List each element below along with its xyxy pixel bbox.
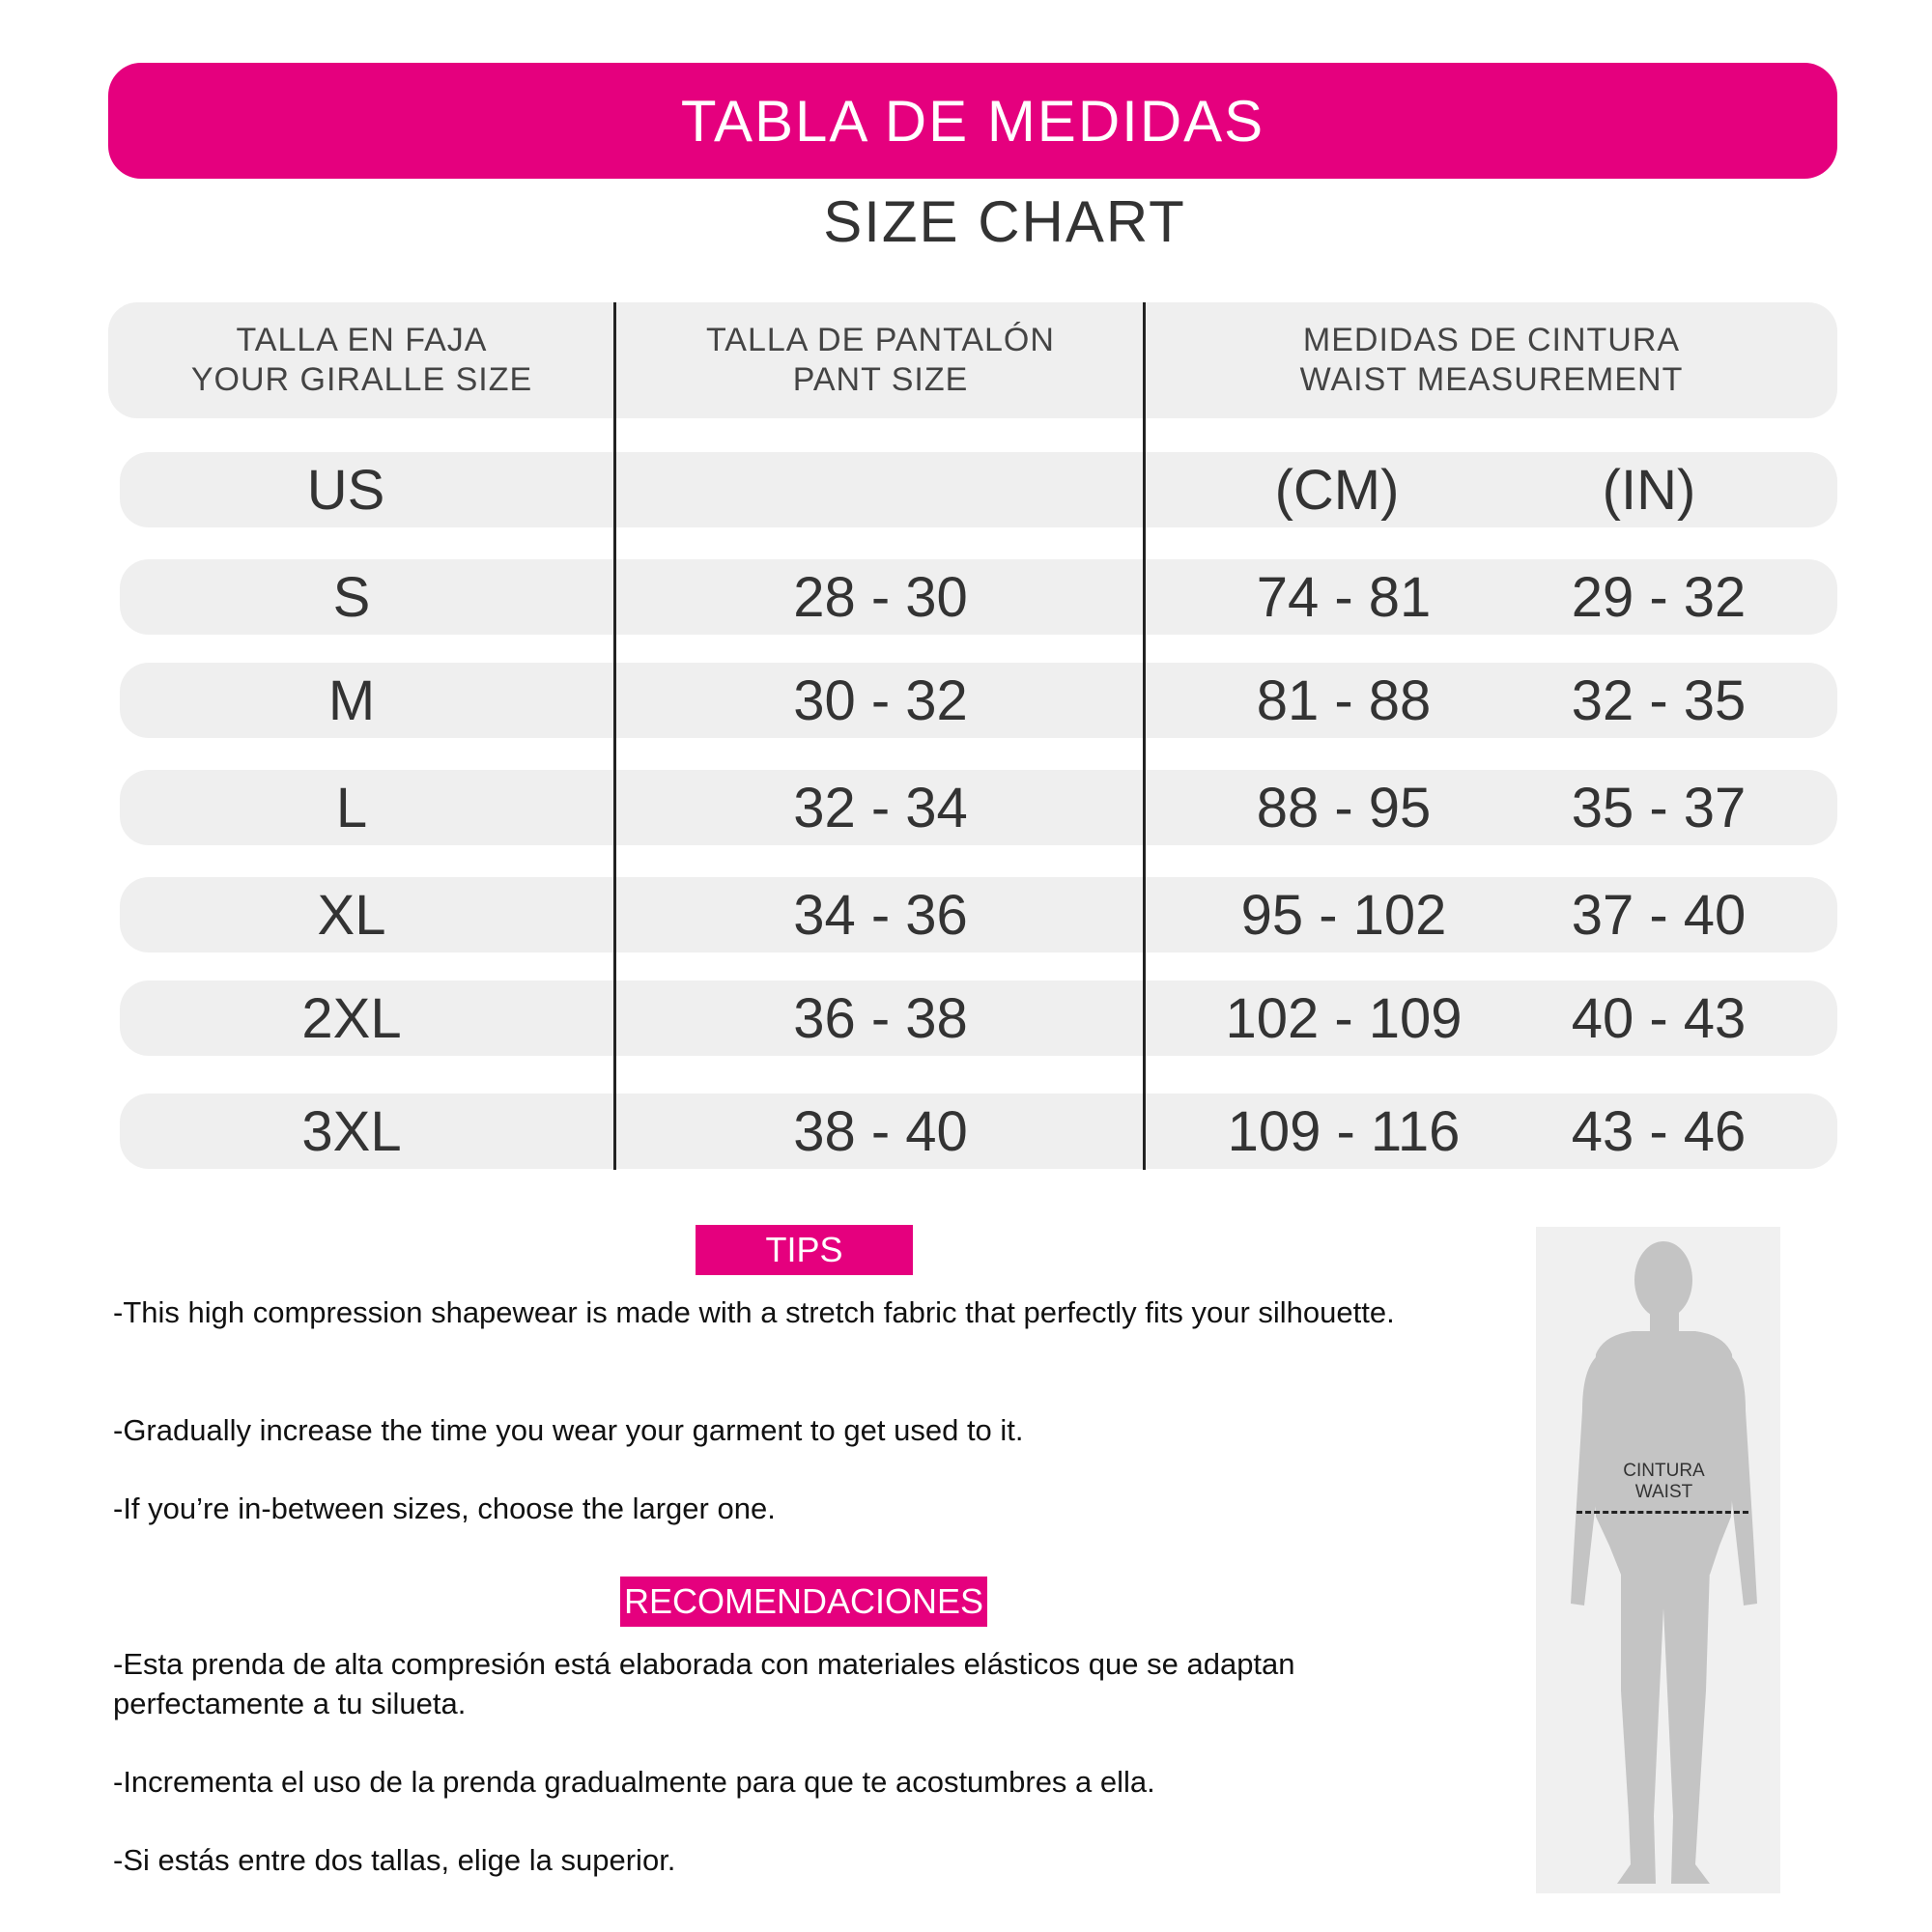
cell-size: S: [332, 565, 371, 629]
page-subtitle: SIZE CHART: [823, 189, 1186, 254]
title-banner: [108, 63, 1837, 179]
cell-size: L: [335, 776, 368, 839]
cell-in: 35 - 37: [1571, 776, 1747, 839]
cell-pant: 36 - 38: [793, 986, 968, 1050]
column-divider: [613, 302, 616, 1170]
cell-cm: 81 - 88: [1256, 668, 1432, 732]
cell-size: XL: [317, 883, 386, 947]
cell-size: 2XL: [301, 986, 402, 1050]
recomendacion-item: -Incrementa el uso de la prenda gradualmente para que te acostumbres a ella.: [113, 1765, 1155, 1799]
recomendaciones-label: RECOMENDACIONES: [620, 1577, 987, 1627]
column-header-line2: WAIST MEASUREMENT: [1299, 361, 1684, 398]
column-header-size: [108, 302, 615, 418]
cell-pant: 34 - 36: [793, 883, 968, 947]
cell-in: 40 - 43: [1571, 986, 1747, 1050]
cell-pant: 28 - 30: [793, 565, 968, 629]
cell-in: 43 - 46: [1571, 1099, 1747, 1163]
unit-pant: [615, 452, 1146, 527]
waist-label-en: WAIST: [1634, 1482, 1693, 1502]
waist-dashed-line: [1577, 1511, 1748, 1514]
recomendacion-item: -Si estás entre dos tallas, elige la superior.: [113, 1843, 676, 1877]
cell-cm: 109 - 116: [1227, 1099, 1461, 1163]
column-header-line1: MEDIDAS DE CINTURA: [1302, 322, 1681, 358]
cell-size: 3XL: [301, 1099, 402, 1163]
waist-label: [1575, 1461, 1753, 1503]
cell-cm: 74 - 81: [1256, 565, 1432, 629]
human-silhouette-icon: [1536, 1227, 1780, 1893]
cell-in: 32 - 35: [1571, 668, 1747, 732]
page-title: TABLA DE MEDIDAS: [680, 88, 1265, 154]
tips-label: TIPS: [696, 1225, 913, 1275]
cell-pant: 38 - 40: [793, 1099, 968, 1163]
column-header-line2: PANT SIZE: [792, 361, 969, 398]
cell-cm: 102 - 109: [1225, 986, 1463, 1050]
unit-cm: (CM): [1274, 458, 1400, 522]
cell-cm: 88 - 95: [1256, 776, 1432, 839]
tip-item: -Gradually increase the time you wear your garment to get used to it.: [113, 1413, 1024, 1447]
column-header-line1: TALLA DE PANTALÓN: [706, 322, 1055, 358]
cell-pant: 32 - 34: [793, 776, 968, 839]
unit-size: US: [306, 458, 385, 522]
waist-label-es: CINTURA: [1623, 1461, 1705, 1481]
unit-in: (IN): [1602, 458, 1696, 522]
cell-in: 29 - 32: [1571, 565, 1747, 629]
column-header-line1: TALLA EN FAJA: [236, 322, 488, 358]
column-header-pant: [615, 302, 1146, 418]
tip-item: -If you’re in-between sizes, choose the larger one.: [113, 1492, 776, 1525]
tip-item: -This high compression shapewear is made with a stretch fabric that perfectly fits your silhouette.: [113, 1295, 1395, 1329]
column-divider: [1143, 302, 1146, 1170]
cell-size: M: [327, 668, 376, 732]
recomendacion-item: -Esta prenda de alta compresión está elaborada con materiales elásticos que se adaptan perfectamente a tu silueta.: [113, 1647, 1295, 1720]
cell-in: 37 - 40: [1571, 883, 1747, 947]
cell-pant: 30 - 32: [793, 668, 968, 732]
column-header-line2: YOUR GIRALLE SIZE: [190, 361, 533, 398]
cell-cm: 95 - 102: [1240, 883, 1447, 947]
column-header-waist: [1146, 302, 1837, 418]
